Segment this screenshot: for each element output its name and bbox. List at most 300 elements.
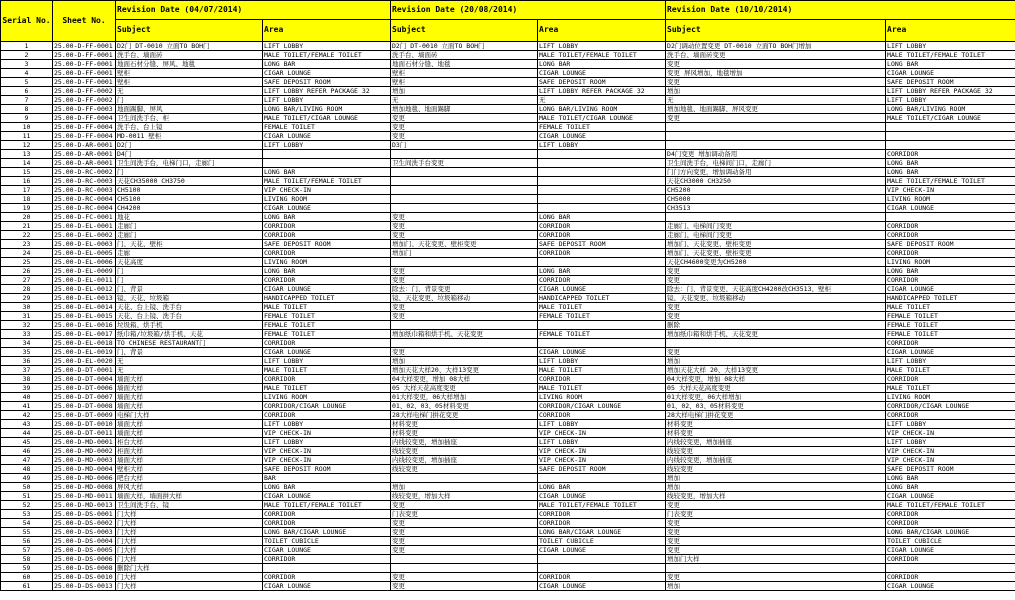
table-row xyxy=(1,537,1015,546)
table-row xyxy=(1,330,1015,339)
area-cell-3: LONG BAR/LIVING ROOM xyxy=(886,105,1015,114)
table-row xyxy=(1,402,1015,411)
serial-no-cell: 18 xyxy=(1,195,53,204)
area-cell-1: FEMALE TOILET xyxy=(263,123,391,132)
subject-cell-3: 材料变更 xyxy=(666,429,886,438)
subject-cell-2 xyxy=(391,186,538,195)
serial-no-cell: 26 xyxy=(1,267,53,276)
subject-cell-1: 柜面大样 xyxy=(116,447,263,456)
subject-cell-1: 无 xyxy=(116,87,263,96)
subject-cell-1: 屏风大样 xyxy=(116,483,263,492)
subject-cell-3: 变更 xyxy=(666,267,886,276)
sheet-no-cell: 25.00-D-EL-0002 xyxy=(53,231,116,240)
subject-cell-2 xyxy=(391,195,538,204)
area-cell-3: LIFT LOBBY xyxy=(886,357,1015,366)
table-row xyxy=(1,546,1015,555)
area-cell-2: CORRIDOR xyxy=(538,510,666,519)
area-cell-1: CORRIDOR xyxy=(263,339,391,348)
subject-cell-1: 删除门大样 xyxy=(116,564,263,573)
subject-cell-2 xyxy=(391,339,538,348)
subject-cell-2: 变更 xyxy=(391,114,538,123)
subject-cell-1: 无 xyxy=(116,357,263,366)
subject-cell-1: 卫生间洗手台、镜 xyxy=(116,501,263,510)
area-cell-2: LONG BAR xyxy=(538,267,666,276)
area-cell-2: 无 xyxy=(538,96,666,105)
subject-cell-1: 墙面大样 xyxy=(116,420,263,429)
subject-cell-2: 增加门、天花变更、壁柜变更 xyxy=(391,240,538,249)
sheet-no-cell: 25.00-D-DT-0006 xyxy=(53,384,116,393)
area-cell-2: FEMALE TOILET xyxy=(538,312,666,321)
subject-cell-3 xyxy=(666,132,886,141)
sheet-no-cell: 25.00-D-FF-0004 xyxy=(53,123,116,132)
area-cell-1: CORRIDOR xyxy=(263,231,391,240)
sheet-no-cell: 25.00-D-MD-0002 xyxy=(53,447,116,456)
area-cell-3: FEMALE TOILET xyxy=(886,321,1015,330)
area-cell-2: MALE TOILET/FEMALE TOILET xyxy=(538,51,666,60)
area-cell-2 xyxy=(538,555,666,564)
subject-cell-3: 增加 xyxy=(666,483,886,492)
subject-cell-3: 增加纸巾箱和烘手机、天花变更 xyxy=(666,330,886,339)
area-cell-1: LONG BAR xyxy=(263,483,391,492)
area-cell-1: LONG BAR xyxy=(263,213,391,222)
subject-cell-2: 变更 xyxy=(391,222,538,231)
subject-cell-2: 变更 xyxy=(391,123,538,132)
subject-cell-2: 变更 xyxy=(391,528,538,537)
subject-cell-3: CH3513 xyxy=(666,204,886,213)
area-cell-2: CIGAR LOUNGE xyxy=(538,582,666,591)
subject-cell-3: D4门变更 增加调动备用 xyxy=(666,150,886,159)
sheet-no-cell: 25.00-D-FF-0001 xyxy=(53,78,116,87)
subject-cell-3: 变更 xyxy=(666,60,886,69)
subject-cell-3: 增加 xyxy=(666,582,886,591)
revision-date-3-header: Revision Date (10/10/2014) xyxy=(666,1,1015,20)
subject-cell-3: 增加 xyxy=(666,357,886,366)
table-row xyxy=(1,375,1015,384)
subject-cell-2: 变更 xyxy=(391,546,538,555)
sheet-no-cell: 25.00-D-EL-0013 xyxy=(53,294,116,303)
table-row xyxy=(1,510,1015,519)
serial-no-cell: 27 xyxy=(1,276,53,285)
revision-date-2-header: Revision Date (20/08/2014) xyxy=(391,1,666,20)
subject-cell-3: 增加地毯、地面踢脚、屏风变更 xyxy=(666,105,886,114)
area-cell-1: LIFT LOBBY xyxy=(263,357,391,366)
serial-no-cell: 43 xyxy=(1,420,53,429)
sheet-no-cell: 25.00-D-MD-0001 xyxy=(53,438,116,447)
area-cell-1: LONG BAR xyxy=(263,267,391,276)
serial-no-header: Serial No. xyxy=(1,1,53,42)
area-cell-1: CORRIDOR xyxy=(263,411,391,420)
serial-no-cell: 17 xyxy=(1,186,53,195)
subject-cell-3: 线较变更 xyxy=(666,465,886,474)
subject-cell-1: CH5100 xyxy=(116,186,263,195)
subject-cell-2: 变更 xyxy=(391,231,538,240)
sheet-no-cell: 25.00-D-MD-0003 xyxy=(53,456,116,465)
table-row xyxy=(1,60,1015,69)
area-cell-1: VIP CHECK-IN xyxy=(263,447,391,456)
subject-cell-3: 内线较变更，增加插座 xyxy=(666,438,886,447)
sheet-no-cell: 25.00-D-DT-0004 xyxy=(53,375,116,384)
area-cell-2: LIFT LOBBY xyxy=(538,42,666,51)
sheet-no-cell: 25.00-D-FF-0002 xyxy=(53,87,116,96)
area-cell-2 xyxy=(538,339,666,348)
area-cell-2: CIGAR LOUNGE xyxy=(538,492,666,501)
area-cell-1: VIP CHECK-IN xyxy=(263,186,391,195)
serial-no-cell: 29 xyxy=(1,294,53,303)
table-row xyxy=(1,222,1015,231)
subject-cell-2: D2门 DT-0010 立面TO BOH门 xyxy=(391,42,538,51)
area-cell-2 xyxy=(538,564,666,573)
subject-cell-2: 增加地毯、地面踢脚 xyxy=(391,105,538,114)
subject-cell-1: 走廊 xyxy=(116,249,263,258)
area-cell-1: CORRIDOR xyxy=(263,510,391,519)
sheet-no-cell: 25.00-D-DT-0009 xyxy=(53,411,116,420)
area-cell-2: SAFE DEPOSIT ROOM xyxy=(538,240,666,249)
area-cell-3: LIVING ROOM xyxy=(886,258,1015,267)
area-cell-1: LIFT LOBBY xyxy=(263,42,391,51)
area-cell-2: CORRIDOR xyxy=(538,231,666,240)
area-header-3: Area xyxy=(886,19,1015,41)
subject-cell-3: 变更 xyxy=(666,546,886,555)
table-row xyxy=(1,42,1015,51)
serial-no-cell: 30 xyxy=(1,303,53,312)
area-cell-1: LIFT LOBBY xyxy=(263,420,391,429)
subject-cell-1: 卫生间洗手台，电梯门口，走廊门 xyxy=(116,159,263,168)
subject-cell-3: 变更 xyxy=(666,537,886,546)
subject-cell-3 xyxy=(666,564,886,573)
area-cell-1 xyxy=(263,150,391,159)
area-cell-2: CIGAR LOUNGE xyxy=(538,348,666,357)
area-cell-2: CORRIDOR xyxy=(538,375,666,384)
subject-cell-1: 门、天花、壁柜 xyxy=(116,240,263,249)
table-row xyxy=(1,483,1015,492)
subject-header-1: Subject xyxy=(116,19,263,41)
sheet-no-cell: 25.00-D-RC-0003 xyxy=(53,186,116,195)
serial-no-cell: 51 xyxy=(1,492,53,501)
sheet-no-cell: 25.00-D-EL-0016 xyxy=(53,321,116,330)
subject-cell-2: 01、02、03、05材料变更 xyxy=(391,402,538,411)
area-cell-1: MALE TOILET/FEMALE TOILET xyxy=(263,501,391,510)
serial-no-cell: 20 xyxy=(1,213,53,222)
serial-no-cell: 31 xyxy=(1,312,53,321)
subject-cell-3: 内线较变更，增加插座 xyxy=(666,456,886,465)
table-row xyxy=(1,132,1015,141)
subject-cell-1: 门 xyxy=(116,168,263,177)
table-row xyxy=(1,267,1015,276)
subject-cell-2: 01大样变更，06大样增加 xyxy=(391,393,538,402)
table-row xyxy=(1,429,1015,438)
subject-cell-3: 变更 xyxy=(666,312,886,321)
subject-cell-3: 01大样变更，06大样增加 xyxy=(666,393,886,402)
subject-cell-2 xyxy=(391,168,538,177)
subject-cell-1: D2门 xyxy=(116,141,263,150)
table-row xyxy=(1,285,1015,294)
area-cell-3: LIVING ROOM xyxy=(886,393,1015,402)
area-cell-1: BAR xyxy=(263,474,391,483)
serial-no-cell: 34 xyxy=(1,339,53,348)
area-cell-2: CIGAR LOUNGE xyxy=(538,546,666,555)
area-cell-3: MALE TOILET/FEMALE TOILET xyxy=(886,51,1015,60)
subject-header-2: Subject xyxy=(391,19,538,41)
area-cell-1: CIGAR LOUNGE xyxy=(263,69,391,78)
serial-no-cell: 55 xyxy=(1,528,53,537)
serial-no-cell: 6 xyxy=(1,87,53,96)
area-cell-3: FEMALE TOILET xyxy=(886,330,1015,339)
subject-cell-2: 变更 xyxy=(391,582,538,591)
subject-cell-3: CH5200 xyxy=(666,186,886,195)
subject-cell-1: 地面踢脚、屏风 xyxy=(116,105,263,114)
subject-cell-3: D2门调动位置变更 DT-0010 立面TO BOH门增加 xyxy=(666,42,886,51)
subject-cell-1: TO CHINESE RESTAURANT门 xyxy=(116,339,263,348)
serial-no-cell: 39 xyxy=(1,384,53,393)
area-cell-1: FEMALE TOILET xyxy=(263,330,391,339)
subject-cell-1: 地花 xyxy=(116,213,263,222)
subject-cell-2: 壁柜 xyxy=(391,69,538,78)
sheet-no-cell: 25.00-D-RC-0004 xyxy=(53,204,116,213)
subject-cell-3: 变更 xyxy=(666,348,886,357)
table-row xyxy=(1,114,1015,123)
subject-cell-1: 垃圾箱、烘手机 xyxy=(116,321,263,330)
area-cell-3: LONG BAR xyxy=(886,168,1015,177)
subject-cell-1: 走廊门 xyxy=(116,222,263,231)
area-cell-3 xyxy=(886,564,1015,573)
subject-cell-1: 门 xyxy=(116,267,263,276)
area-cell-3: SAFE DEPOSIT ROOM xyxy=(886,240,1015,249)
area-cell-3: LIFT LOBBY xyxy=(886,42,1015,51)
sheet-no-cell: 25.00-D-EL-0014 xyxy=(53,303,116,312)
sheet-no-header: Sheet No. xyxy=(53,1,116,42)
table-row xyxy=(1,447,1015,456)
table-row xyxy=(1,96,1015,105)
sheet-no-cell: 25.00-D-EL-0015 xyxy=(53,312,116,321)
subject-cell-3: CH5000 xyxy=(666,195,886,204)
sheet-no-cell: 25.00-D-FF-0001 xyxy=(53,60,116,69)
area-cell-2: CORRIDOR/CIGAR LOUNGE xyxy=(538,402,666,411)
area-cell-2: LONG BAR xyxy=(538,213,666,222)
subject-cell-1: MD-0011 壁柜 xyxy=(116,132,263,141)
serial-no-cell: 52 xyxy=(1,501,53,510)
subject-cell-3: 变更 xyxy=(666,78,886,87)
sheet-no-cell: 25.00-D-FF-0001 xyxy=(53,69,116,78)
area-cell-1: CIGAR LOUNGE xyxy=(263,492,391,501)
area-cell-1: FEMALE TOILET xyxy=(263,312,391,321)
serial-no-cell: 41 xyxy=(1,402,53,411)
serial-no-cell: 2 xyxy=(1,51,53,60)
area-cell-3: LIFT LOBBY xyxy=(886,420,1015,429)
subject-cell-1: 门大样 xyxy=(116,519,263,528)
area-cell-1: SAFE DEPOSIT ROOM xyxy=(263,465,391,474)
area-cell-1: CORRIDOR xyxy=(263,555,391,564)
subject-cell-3 xyxy=(666,213,886,222)
serial-no-cell: 9 xyxy=(1,114,53,123)
subject-cell-2: 内线较变更，增加插座 xyxy=(391,438,538,447)
subject-cell-2: D3门 xyxy=(391,141,538,150)
area-cell-3: LONG BAR xyxy=(886,483,1015,492)
serial-no-cell: 47 xyxy=(1,456,53,465)
table-row xyxy=(1,240,1015,249)
sheet-no-cell: 25.00-D-EL-0012 xyxy=(53,285,116,294)
serial-no-cell: 50 xyxy=(1,483,53,492)
table-row xyxy=(1,474,1015,483)
subject-cell-2: 增加门 xyxy=(391,249,538,258)
subject-cell-2: 变更 xyxy=(391,348,538,357)
subject-cell-1: D4门 xyxy=(116,150,263,159)
area-cell-1: LONG BAR xyxy=(263,168,391,177)
serial-no-cell: 44 xyxy=(1,429,53,438)
area-cell-1: CORRIDOR xyxy=(263,573,391,582)
subject-cell-2: 变更 xyxy=(391,312,538,321)
area-cell-1: MALE TOILET xyxy=(263,366,391,375)
area-cell-3: VIP CHECK-IN xyxy=(886,456,1015,465)
table-row xyxy=(1,78,1015,87)
area-cell-3: TOILET CUBICLE xyxy=(886,537,1015,546)
area-cell-3: CORRIDOR xyxy=(886,519,1015,528)
subject-cell-3: 增加天花大样 20、大样13变更 xyxy=(666,366,886,375)
area-cell-1 xyxy=(263,159,391,168)
subject-cell-2: 材料变更 xyxy=(391,420,538,429)
subject-cell-3: 增加门、天花变更、壁柜变更 xyxy=(666,249,886,258)
area-cell-3: LONG BAR xyxy=(886,474,1015,483)
area-cell-1: TOILET CUBICLE xyxy=(263,537,391,546)
table-row xyxy=(1,384,1015,393)
subject-cell-1: 天花、台上镜、洗手台 xyxy=(116,303,263,312)
area-cell-2: CORRIDOR xyxy=(538,276,666,285)
area-cell-3: CORRIDOR xyxy=(886,573,1015,582)
subject-cell-3: 材料变更 xyxy=(666,420,886,429)
subject-cell-1: 墙面大样，墙面拼大样 xyxy=(116,492,263,501)
subject-cell-1: 门大样 xyxy=(116,510,263,519)
serial-no-cell: 58 xyxy=(1,555,53,564)
serial-no-cell: 59 xyxy=(1,564,53,573)
sheet-no-cell: 25.00-D-EL-0009 xyxy=(53,267,116,276)
table-row xyxy=(1,177,1015,186)
serial-no-cell: 49 xyxy=(1,474,53,483)
subject-cell-1: 门、背景 xyxy=(116,285,263,294)
serial-no-cell: 1 xyxy=(1,42,53,51)
subject-cell-3: 天花CH4600变更为CH5200 xyxy=(666,258,886,267)
area-cell-1: LIVING ROOM xyxy=(263,393,391,402)
subject-cell-1: 电梯门大样 xyxy=(116,411,263,420)
subject-cell-2: 变更 xyxy=(391,501,538,510)
subject-cell-2 xyxy=(391,555,538,564)
area-cell-2 xyxy=(538,474,666,483)
sheet-no-cell: 25.00-D-EL-0003 xyxy=(53,240,116,249)
table-row xyxy=(1,303,1015,312)
subject-cell-1: 吧台大样 xyxy=(116,474,263,483)
sheet-no-cell: 25.00-D-AR-0001 xyxy=(53,159,116,168)
subject-cell-2: 增加纸巾箱和烘手机、天花变更 xyxy=(391,330,538,339)
area-cell-3: CORRIDOR xyxy=(886,339,1015,348)
serial-no-cell: 46 xyxy=(1,447,53,456)
area-cell-3: MALE TOILET xyxy=(886,303,1015,312)
area-cell-1: LONG BAR/CIGAR LOUNGE xyxy=(263,528,391,537)
subject-cell-2 xyxy=(391,474,538,483)
table-row xyxy=(1,294,1015,303)
table-row xyxy=(1,123,1015,132)
area-cell-3: CORRIDOR xyxy=(886,375,1015,384)
subject-cell-2: 05 大样天花高度变更 xyxy=(391,384,538,393)
subject-cell-1: 天花CH35000 CH3750 xyxy=(116,177,263,186)
sheet-no-cell: 25.00-D-DS-0010 xyxy=(53,573,116,582)
sheet-no-cell: 25.00-D-FF-0004 xyxy=(53,132,116,141)
subject-cell-3: 洗手台、墙面砖变更 xyxy=(666,51,886,60)
table-row xyxy=(1,348,1015,357)
area-cell-3: CIGAR LOUNGE xyxy=(886,492,1015,501)
sheet-no-cell: 25.00-D-FF-0003 xyxy=(53,105,116,114)
subject-cell-2 xyxy=(391,258,538,267)
subject-cell-1: 纸巾箱/垃圾箱/烘手机、天花 xyxy=(116,330,263,339)
area-cell-3: CORRIDOR xyxy=(886,150,1015,159)
sheet-no-cell: 25.00-D-MD-0006 xyxy=(53,474,116,483)
table-row xyxy=(1,213,1015,222)
subject-cell-3: 走廊门、电梯间门变更 xyxy=(666,231,886,240)
area-cell-3: CIGAR LOUNGE xyxy=(886,204,1015,213)
area-cell-2: CIGAR LOUNGE xyxy=(538,69,666,78)
serial-no-cell: 61 xyxy=(1,582,53,591)
subject-cell-3: 变更 xyxy=(666,528,886,537)
area-cell-2: FEMALE TOILET xyxy=(538,330,666,339)
area-cell-1: MALE TOILET/CIGAR LOUNGE xyxy=(263,114,391,123)
area-cell-2: MALE TOILET xyxy=(538,384,666,393)
area-cell-2 xyxy=(538,177,666,186)
area-cell-3: CORRIDOR xyxy=(886,510,1015,519)
serial-no-cell: 42 xyxy=(1,411,53,420)
subject-cell-2: 线较变更 xyxy=(391,447,538,456)
serial-no-cell: 48 xyxy=(1,465,53,474)
subject-cell-1: 洗手台、台上镜 xyxy=(116,123,263,132)
subject-cell-1: 墙面大样 xyxy=(116,393,263,402)
table-row xyxy=(1,528,1015,537)
area-cell-3: MALE TOILET/CIGAR LOUNGE xyxy=(886,114,1015,123)
sheet-no-cell: 25.00-D-EL-0018 xyxy=(53,339,116,348)
serial-no-cell: 7 xyxy=(1,96,53,105)
table-row xyxy=(1,276,1015,285)
sheet-no-cell: 25.00-D-AR-0001 xyxy=(53,150,116,159)
sheet-no-cell: 25.00-D-DS-0002 xyxy=(53,519,116,528)
subject-cell-2: 门表变更 xyxy=(391,510,538,519)
subject-cell-1: 无 xyxy=(116,366,263,375)
subject-cell-1: 地面石材分缝、屏风、地毯 xyxy=(116,60,263,69)
area-cell-1: CORRIDOR/CIGAR LOUNGE xyxy=(263,402,391,411)
subject-cell-1: 洗手台、墙面砖 xyxy=(116,51,263,60)
area-cell-1: CORRIDOR xyxy=(263,222,391,231)
table-row xyxy=(1,555,1015,564)
area-cell-1: HANDICAPPED TOILET xyxy=(263,294,391,303)
subject-cell-3: 门门方向变更，增加调动备用 xyxy=(666,168,886,177)
subject-cell-2 xyxy=(391,177,538,186)
sheet-no-cell: 25.00-D-EL-0005 xyxy=(53,249,116,258)
subject-cell-2: 卫生间洗手台变更 xyxy=(391,159,538,168)
area-cell-2: CORRIDOR xyxy=(538,222,666,231)
subject-cell-1: 门 xyxy=(116,96,263,105)
table-row xyxy=(1,312,1015,321)
subject-cell-2: 除去：门、背景变更 xyxy=(391,285,538,294)
table-row xyxy=(1,321,1015,330)
revision-date-1-header: Revision Date (04/07/2014) xyxy=(116,1,391,20)
area-cell-3: LONG BAR xyxy=(886,267,1015,276)
area-cell-2 xyxy=(538,321,666,330)
subject-cell-3: 线较变更 xyxy=(666,447,886,456)
subject-cell-1: 门大样 xyxy=(116,555,263,564)
table-row xyxy=(1,393,1015,402)
serial-no-cell: 60 xyxy=(1,573,53,582)
subject-cell-1: 壁柜 xyxy=(116,69,263,78)
table-row xyxy=(1,150,1015,159)
serial-no-cell: 35 xyxy=(1,348,53,357)
area-cell-3 xyxy=(886,213,1015,222)
subject-cell-1: 墙面大样 xyxy=(116,384,263,393)
subject-cell-1: 门大样 xyxy=(116,573,263,582)
serial-no-cell: 19 xyxy=(1,204,53,213)
